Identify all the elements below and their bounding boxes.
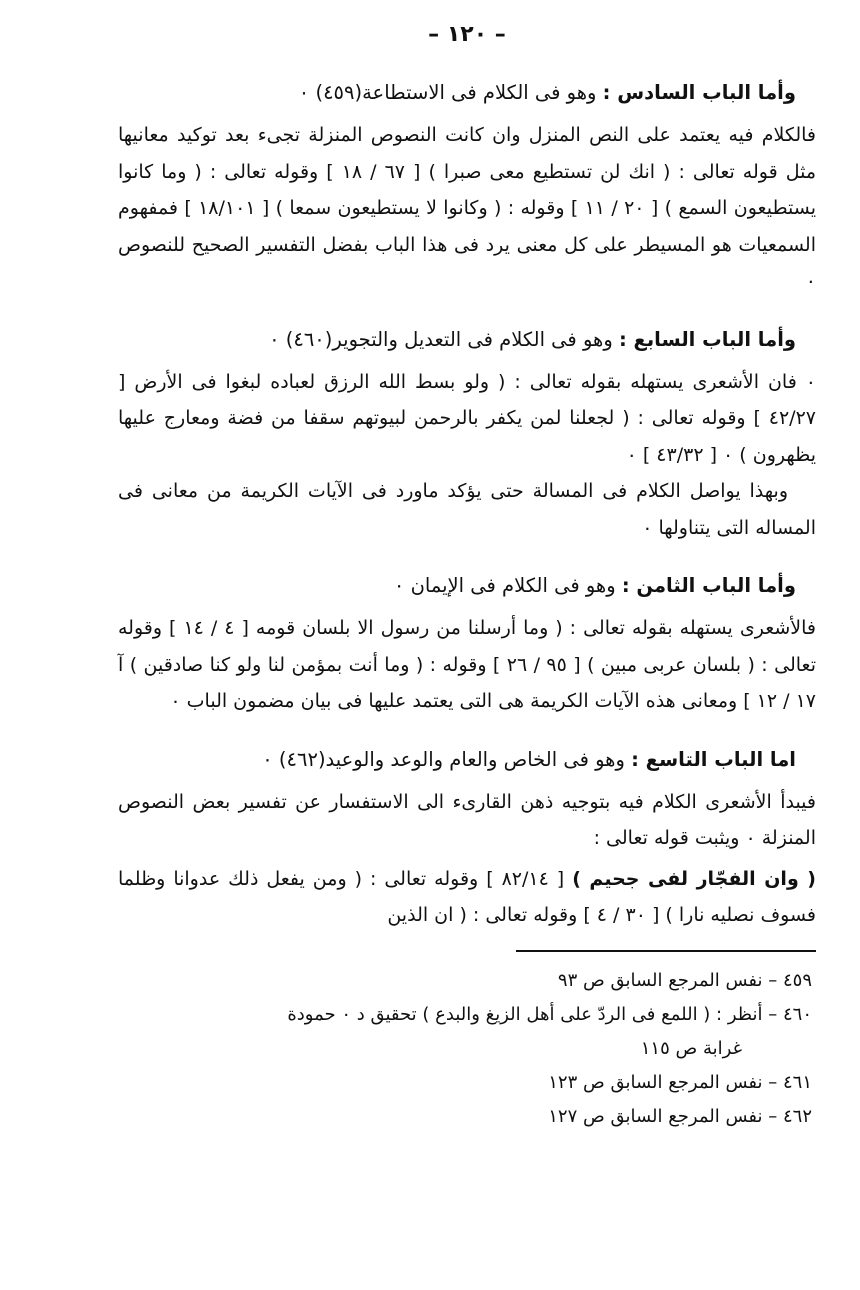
paragraph: وبهذا يواصل الكلام فى المسالة حتى يؤكد ماورد فى الآيات الكريمة من معانى فى المساله التى يتناولها ٠ [118,480,816,539]
paragraph: فالكلام فيه يعتمد على النص المنزل وان كانت النصوص المنزلة تجىء بعد توكيد معانيها مثل قوله تعالى : ( انك لن تستطيع معى صبرا ) [ ٦٧ / ١٨ ] وقوله تعالى : ( وما كانوا يستطيعون السمع ) [ ٢٠ / ١١ ] وقوله : ( وكانوا لا يستطيعون سمعا ) [ ١٨/١٠١ ] فمفهوم السمعيات هو المسيطر على كل معنى يرد فى هذا الباب بفضل التفسير الصحيح للنصوص ٠ [118,124,817,292]
paragraph: فيبدأ الأشعرى الكلام فيه بتوجيه ذهن القارىء الى الاستفسار عن تفسير بعض النصوص المنزلة ٠ ويثبت قوله تعالى : [118,790,816,849]
heading-bold: وأما الباب الثامن : [621,574,796,597]
heading-bold: اما الباب التاسع : [631,747,796,771]
heading-bold: وأما الباب السادس : [602,81,796,104]
footnote-divider [516,950,816,952]
footnote: ٤٥٩ – نفس المرجع السابق ص ٩٣ [557,969,812,991]
paragraph: ٠ فان الأشعرى يستهله بقوله تعالى : ( ولو بسط الله الرزق لعباده لبغوا فى الأرض [ ٤٢/٢٧ ] وقوله تعالى : ( لجعلنا لمن يكفر بالرحمن لبيوتهم سقفا من فضة ومعارج عليها يظهرون ) ٠ [ ٤٣/٣٢ ] ٠ [118,370,816,466]
heading-text: وهو فى الخاص والعام والوعد والوعيد(٤٦٢) ٠ [262,747,632,771]
paragraph: فالأشعرى يستهله بقوله تعالى : ( وما أرسلنا من رسول الا بلسان قومه [ ٤ / ١٤ ] وقوله تعالى : ( بلسان عربى مبين ) [ ٩٥ / ٢٦ ] وقوله : ( وما أنت بمؤمن لنا ولو كنا صادقين ) آ ١٧ / ١٢ ] ومعانى هذه الآيات الكريمة هى التى يعتمد عليها فى بيان مضمون الباب ٠ [118,617,816,712]
closing-bold: ( وان الفجّار لفى جحيم ) [572,867,816,890]
section-heading [118,322,816,358]
heading-text: وهو فى الكلام فى الإيمان ٠ [393,574,622,597]
section-chapter-6 [118,75,816,300]
section-chapter-9 [118,742,816,857]
section-chapter-8 [118,568,816,720]
section-heading [118,742,816,778]
footnote: ٤٦١ – نفس المرجع السابق ص ١٢٣ [548,1071,812,1093]
section-heading [118,568,816,604]
closing-paragraph [118,861,816,934]
footnotes [118,964,816,1134]
footnote-continuation: غرابة ص ١١٥ [640,1037,742,1059]
footnote: ٤٦٢ – نفس المرجع السابق ص ١٢٧ [548,1105,812,1127]
section-heading [118,75,816,111]
heading-text: وهو فى الكلام فى الاستطاعة(٤٥٩) ٠ [298,81,603,104]
page-number: – ١٢٠ – [428,22,506,47]
section-chapter-7 [118,322,816,547]
footnote: ٤٦٠ – أنظر : ( اللمع فى الردّ على أهل الزيغ والبدع ) تحقيق د ٠ حمودة [287,1003,812,1025]
heading-text: وهو فى الكلام فى التعديل والتجوير(٤٦٠) ٠ [269,327,619,351]
closing-text: [ ٨٢/١٤ ] وقوله تعالى : ( ومن يفعل ذلك عدوانا وظلما فسوف نصليه نارا ) [ ٣٠ / ٤ ] وقوله تعالى : ( ان الذين [118,867,816,926]
heading-bold: وأما الباب السابع : [618,327,796,351]
